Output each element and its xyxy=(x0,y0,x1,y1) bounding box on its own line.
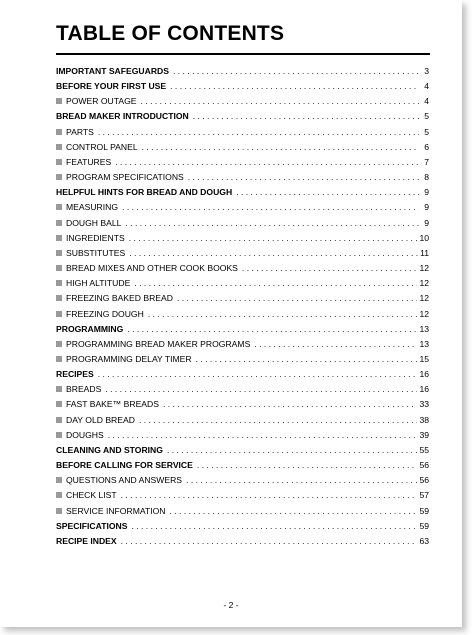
toc-subsection-entry xyxy=(56,125,429,140)
table-of-contents xyxy=(56,64,429,549)
toc-entry-page-number: 7 xyxy=(424,156,429,167)
toc-section-entry xyxy=(56,519,429,534)
toc-subsection-entry xyxy=(56,200,429,215)
toc-entry-page-number: 16 xyxy=(419,384,429,395)
toc-entry-label: CHECK LIST xyxy=(66,490,117,501)
toc-entry-page-number: 12 xyxy=(419,308,429,319)
toc-section-entry xyxy=(56,534,429,549)
toc-subsection-entry xyxy=(56,352,429,367)
toc-entry-page-number: 3 xyxy=(424,66,429,76)
toc-entry-label: DOUGH BALL xyxy=(66,217,122,228)
dot-leader xyxy=(129,231,418,246)
toc-entry-label: POWER OUTAGE xyxy=(66,96,137,107)
dot-leader xyxy=(167,443,417,458)
toc-entry-page-number: 8 xyxy=(424,172,429,183)
dot-leader xyxy=(254,337,417,352)
dot-leader xyxy=(188,170,419,185)
dot-leader xyxy=(148,307,418,322)
toc-subsection-entry xyxy=(56,413,429,428)
toc-entry-page-number: 13 xyxy=(419,323,429,334)
toc-section-entry xyxy=(56,367,429,382)
toc-subsection-entry xyxy=(56,261,429,276)
dot-leader xyxy=(139,413,418,428)
toc-entry-page-number: 12 xyxy=(419,293,429,304)
dot-leader xyxy=(186,473,417,488)
square-bullet-icon xyxy=(56,129,62,135)
toc-subsection-entry xyxy=(56,291,429,306)
square-bullet-icon xyxy=(56,174,62,180)
dot-leader xyxy=(115,155,419,170)
dot-leader xyxy=(141,94,419,109)
dot-leader xyxy=(134,276,417,291)
toc-entry-page-number: 12 xyxy=(419,263,429,274)
dot-leader xyxy=(242,261,418,276)
toc-subsection-entry xyxy=(56,428,429,443)
toc-entry-label: INGREDIENTS xyxy=(66,232,125,243)
toc-entry-label: FAST BAKE™ BREADS xyxy=(66,399,159,410)
dot-leader xyxy=(98,367,418,382)
toc-subsection-entry xyxy=(56,504,429,519)
square-bullet-icon xyxy=(56,295,62,301)
toc-entry-page-number: 4 xyxy=(424,81,429,92)
toc-entry-label: HIGH ALTITUDE xyxy=(66,278,131,289)
toc-entry-page-number: 55 xyxy=(419,444,429,455)
toc-entry-label: QUESTIONS AND ANSWERS xyxy=(66,475,183,486)
toc-entry-page-number: 4 xyxy=(424,96,429,107)
toc-entry-label: PARTS xyxy=(66,126,94,137)
toc-entry-page-number: 10 xyxy=(419,232,429,243)
toc-subsection-entry xyxy=(56,488,429,503)
toc-entry-label: BREAD MIXES AND OTHER COOK BOOKS xyxy=(66,263,238,274)
toc-entry-page-number: 5 xyxy=(424,111,429,122)
toc-entry-label: SERVICE INFORMATION xyxy=(66,505,166,516)
toc-entry-page-number: 13 xyxy=(419,338,429,349)
toc-entry-label: SUBSTITUTES xyxy=(66,247,126,258)
dot-leader xyxy=(142,140,419,155)
dot-leader xyxy=(105,382,417,397)
toc-entry-page-number: 16 xyxy=(419,369,429,380)
square-bullet-icon xyxy=(56,220,62,226)
toc-subsection-entry xyxy=(56,170,429,185)
square-bullet-icon xyxy=(56,311,62,317)
toc-entry-label: FREEZING BAKED BREAD xyxy=(66,293,173,304)
toc-entry-page-number: 56 xyxy=(419,460,429,471)
toc-entry-page-number: 63 xyxy=(419,535,429,546)
dot-leader xyxy=(177,291,417,306)
toc-entry-page-number: 56 xyxy=(419,475,429,486)
toc-entry-page-number: 9 xyxy=(424,217,429,228)
dot-leader xyxy=(196,352,418,367)
dot-leader xyxy=(98,125,419,140)
square-bullet-icon xyxy=(56,159,62,165)
toc-entry-label: FREEZING DOUGH xyxy=(66,308,144,319)
toc-entry-page-number: 39 xyxy=(419,429,429,440)
toc-entry-label: BREAD MAKER INTRODUCTION xyxy=(56,111,189,122)
dot-leader xyxy=(121,534,418,549)
toc-subsection-entry xyxy=(56,246,429,261)
dot-leader xyxy=(163,397,417,412)
dot-leader xyxy=(121,488,418,503)
page-title: TABLE OF CONTENTS xyxy=(56,22,285,45)
toc-entry-page-number: 12 xyxy=(419,278,429,289)
toc-entry-label: CLEANING AND STORING xyxy=(56,444,163,455)
dot-leader xyxy=(122,200,419,215)
toc-section-entry xyxy=(56,64,429,79)
toc-subsection-entry xyxy=(56,276,429,291)
toc-subsection-entry xyxy=(56,397,429,412)
toc-subsection-entry xyxy=(56,382,429,397)
square-bullet-icon xyxy=(56,98,62,104)
toc-entry-page-number: 9 xyxy=(424,187,429,198)
toc-entry-page-number: 9 xyxy=(424,202,429,213)
toc-subsection-entry xyxy=(56,337,429,352)
toc-entry-label: BEFORE YOUR FIRST USE xyxy=(56,81,167,92)
square-bullet-icon xyxy=(56,235,62,241)
toc-entry-label: BREADS xyxy=(66,384,102,395)
dot-leader xyxy=(197,458,418,473)
title-underline xyxy=(56,53,430,55)
page-number: - 2 - xyxy=(223,600,239,610)
toc-subsection-entry xyxy=(56,94,429,109)
toc-entry-page-number: 59 xyxy=(419,520,429,531)
toc-subsection-entry xyxy=(56,155,429,170)
toc-entry-page-number: 11 xyxy=(420,247,429,258)
dot-leader xyxy=(127,322,417,337)
square-bullet-icon xyxy=(56,508,62,514)
toc-section-entry xyxy=(56,185,429,200)
dot-leader xyxy=(170,79,419,94)
toc-subsection-entry xyxy=(56,231,429,246)
toc-entry-label: PROGRAM SPECIFICATIONS xyxy=(66,172,184,183)
square-bullet-icon xyxy=(56,477,62,483)
dot-leader xyxy=(193,109,419,124)
toc-entry-label: RECIPE INDEX xyxy=(56,535,117,546)
toc-entry-label: PROGRAMMING DELAY TIMER xyxy=(66,353,192,364)
dot-leader xyxy=(108,428,418,443)
toc-entry-label: HELPFUL HINTS FOR BREAD AND DOUGH xyxy=(56,187,233,198)
dot-leader xyxy=(125,216,419,231)
toc-section-entry xyxy=(56,322,429,337)
dot-leader xyxy=(236,185,419,200)
toc-entry-label: PROGRAMMING xyxy=(56,323,124,334)
toc-entry-label: CONTROL PANEL xyxy=(66,141,138,152)
toc-subsection-entry xyxy=(56,216,429,231)
square-bullet-icon xyxy=(56,356,62,362)
square-bullet-icon xyxy=(56,386,62,392)
toc-entry-page-number: 6 xyxy=(424,141,429,152)
toc-entry-page-number: 5 xyxy=(424,126,429,137)
toc-entry-page-number: 33 xyxy=(419,399,429,410)
toc-section-entry xyxy=(56,109,429,124)
square-bullet-icon xyxy=(56,492,62,498)
dot-leader xyxy=(169,504,417,519)
square-bullet-icon xyxy=(56,204,62,210)
toc-entry-label: MEASURING xyxy=(66,202,119,213)
toc-entry-label: SPECIFICATIONS xyxy=(56,520,128,531)
toc-entry-page-number: 59 xyxy=(419,505,429,516)
toc-entry-page-number: 15 xyxy=(419,353,429,364)
dot-leader xyxy=(131,519,417,534)
toc-section-entry xyxy=(56,443,429,458)
toc-subsection-entry xyxy=(56,473,429,488)
toc-entry-label: PROGRAMMING BREAD MAKER PROGRAMS xyxy=(66,338,251,349)
toc-subsection-entry xyxy=(56,307,429,322)
square-bullet-icon xyxy=(56,417,62,423)
toc-entry-label: BEFORE CALLING FOR SERVICE xyxy=(56,460,193,471)
square-bullet-icon xyxy=(56,250,62,256)
toc-entry-label: IMPORTANT SAFEGUARDS xyxy=(56,66,169,76)
toc-entry-page-number: 38 xyxy=(419,414,429,425)
toc-section-entry xyxy=(56,79,429,94)
square-bullet-icon xyxy=(56,265,62,271)
toc-entry-label: RECIPES xyxy=(56,369,94,380)
toc-section-entry xyxy=(56,458,429,473)
toc-subsection-entry xyxy=(56,140,429,155)
toc-entry-label: DOUGHS xyxy=(66,429,104,440)
square-bullet-icon xyxy=(56,280,62,286)
square-bullet-icon xyxy=(56,341,62,347)
square-bullet-icon xyxy=(56,432,62,438)
dot-leader xyxy=(129,246,418,261)
toc-entry-page-number: 57 xyxy=(419,490,429,501)
dot-leader xyxy=(173,64,419,79)
toc-entry-label: FEATURES xyxy=(66,156,112,167)
square-bullet-icon xyxy=(56,401,62,407)
square-bullet-icon xyxy=(56,144,62,150)
toc-entry-label: DAY OLD BREAD xyxy=(66,414,135,425)
